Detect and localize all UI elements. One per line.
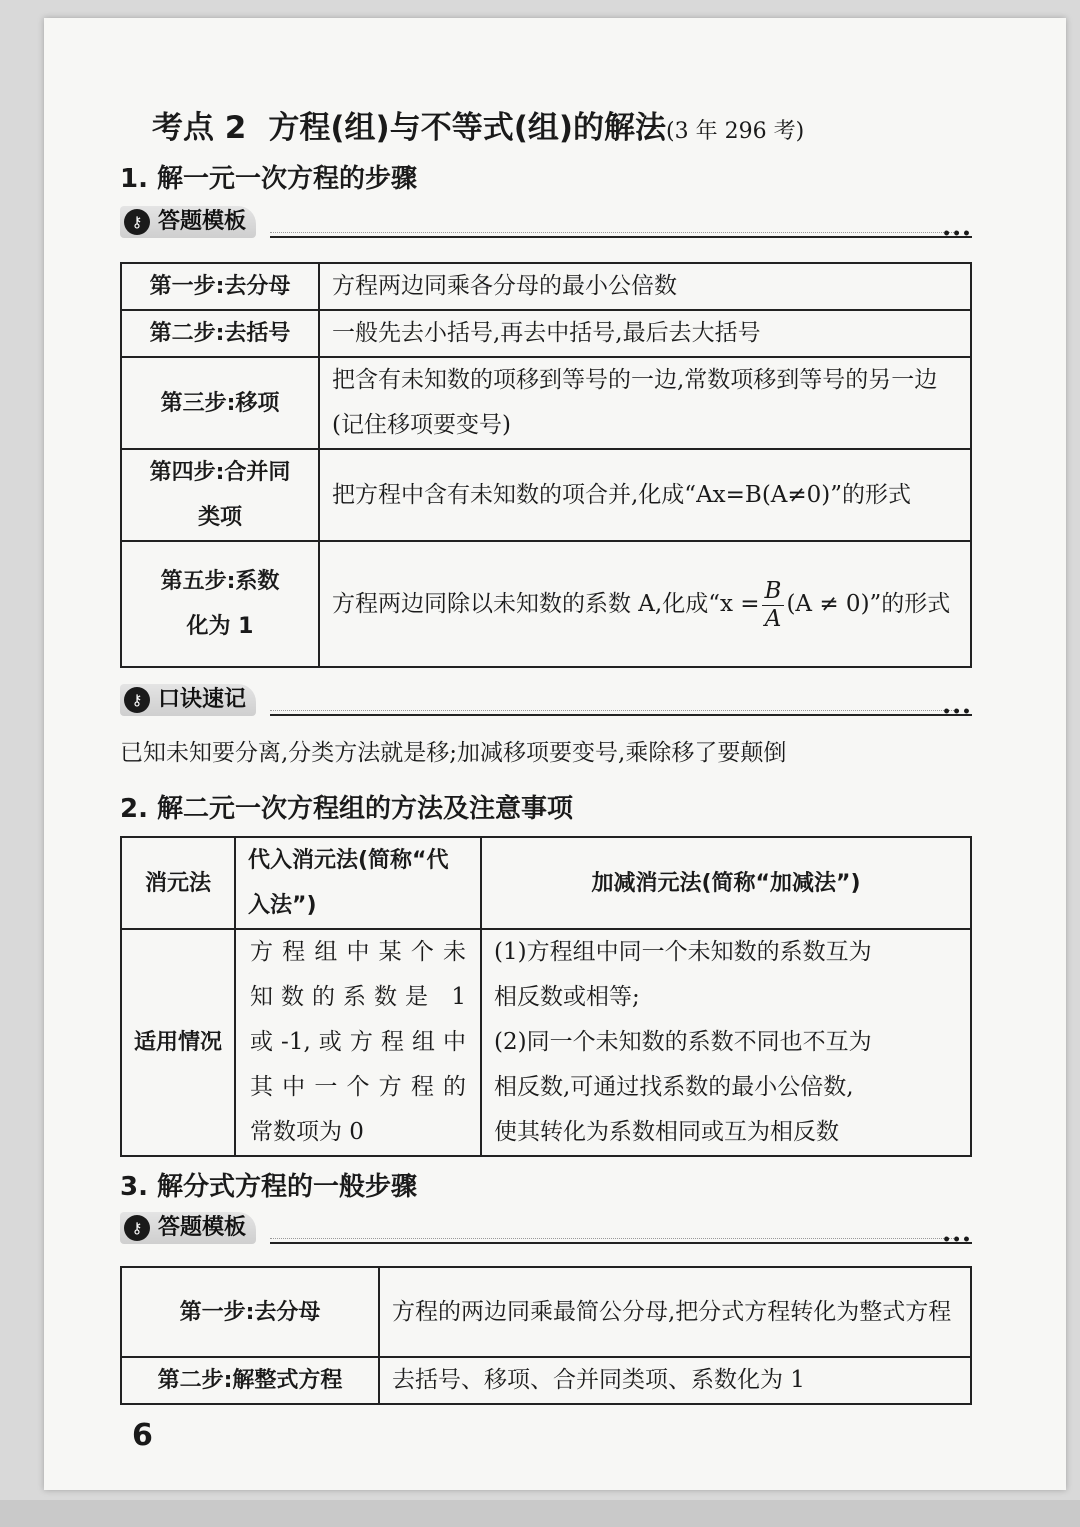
table-row	[121, 837, 971, 929]
step-cell: 第三步:移项	[121, 357, 319, 449]
tag-label: 口诀速记	[158, 687, 247, 712]
table-row	[121, 310, 971, 357]
text-line: 知数的系数是 1	[250, 984, 466, 1010]
mnemonic-text: 已知未知要分离,分类方法就是移;加减移项要变号,乘除移了要颠倒	[120, 740, 787, 766]
mnemonic-tag	[120, 684, 972, 718]
table-row	[121, 449, 971, 541]
desc-cell: 一般先去小括号,再去中括号,最后去大括号	[319, 310, 971, 357]
divider	[270, 1242, 972, 1244]
text-line: 或-1,或方程组中	[250, 1029, 466, 1055]
table-row	[121, 357, 971, 449]
text-line: (1)方程组中同一个未知数的系数互为	[494, 939, 872, 965]
step-cell: 第一步:去分母	[121, 263, 319, 310]
exam-count: (3 年 296 考)	[666, 119, 805, 144]
step-cell: 第一步:去分母	[121, 1267, 379, 1357]
text-line: 方程组中某个未	[250, 939, 466, 965]
table-row	[121, 1357, 971, 1404]
answer-template-tag-2	[120, 1212, 972, 1246]
dots-icon: •••	[942, 1232, 972, 1248]
section1-heading: 1. 解一元一次方程的步骤	[120, 164, 418, 194]
table-row	[121, 929, 971, 1156]
desc-cell: 方程两边同乘各分母的最小公倍数	[319, 263, 971, 310]
text-line: 其中一个方程的	[250, 1074, 466, 1100]
topic-title: 方程(组)与不等式(组)的解法	[268, 110, 667, 146]
text-line: 相反数,可通过找系数的最小公倍数,	[494, 1074, 854, 1100]
text-line: 相反数或相等;	[494, 984, 640, 1010]
desc-cell: 方程的两边同乘最简公分母,把分式方程转化为整式方程	[379, 1267, 971, 1357]
text-line: 常数项为 0	[250, 1119, 364, 1145]
desc-cell	[319, 541, 971, 667]
step-cell: 第四步:合并同类项	[121, 449, 319, 541]
table-row	[121, 1267, 971, 1357]
key-icon: ⚷	[124, 209, 150, 235]
desc-cell: 把含有未知数的项移到等号的一边,常数项移到等号的另一边(记住移项要变号)	[319, 357, 971, 449]
substitution-cell	[235, 929, 481, 1156]
desc-cell: 把方程中含有未知数的项合并,化成“Ax=B(A≠0)”的形式	[319, 449, 971, 541]
text-line: (2)同一个未知数的系数不同也不互为	[494, 1029, 872, 1055]
answer-template-tag-1	[120, 206, 972, 240]
addition-cell	[481, 929, 971, 1156]
desc-cell: 去括号、移项、合并同类项、系数化为 1	[379, 1357, 971, 1404]
tag-label: 答题模板	[158, 209, 247, 234]
linear-equation-table	[120, 262, 972, 668]
header-cell: 代入消元法(简称“代入法”)	[235, 837, 481, 929]
divider	[270, 236, 972, 238]
section2-heading: 2. 解二元一次方程组的方法及注意事项	[120, 794, 574, 824]
header-cell: 消元法	[121, 837, 235, 929]
key-icon: ⚷	[124, 687, 150, 713]
page-number: 6	[132, 1418, 153, 1453]
divider	[270, 714, 972, 716]
dots-icon: •••	[942, 226, 972, 242]
header-cell: 加减消元法(简称“加减法”)	[481, 837, 971, 929]
desc-text-after: (A ≠ 0)”的形式	[786, 591, 951, 617]
step-cell: 第二步:解整式方程	[121, 1357, 379, 1404]
table-row	[121, 263, 971, 310]
tag-label: 答题模板	[158, 1215, 247, 1240]
topic-number: 考点 2	[152, 110, 247, 146]
desc-text-before: 方程两边同除以未知数的系数 A,化成“x =	[332, 591, 760, 617]
table-row	[121, 541, 971, 667]
step-cell: 第五步:系数化为 1	[121, 541, 319, 667]
fractional-equation-table	[120, 1266, 972, 1405]
fraction-numerator: B	[762, 578, 785, 605]
fraction	[762, 578, 785, 632]
page-title	[152, 102, 804, 147]
scan-edge	[0, 1500, 1080, 1527]
row-label-cell: 适用情况	[121, 929, 235, 1156]
dots-icon: •••	[942, 704, 972, 720]
section3-heading: 3. 解分式方程的一般步骤	[120, 1172, 418, 1202]
key-icon: ⚷	[124, 1215, 150, 1241]
elimination-table	[120, 836, 972, 1157]
text-line: 使其转化为系数相同或互为相反数	[494, 1119, 839, 1145]
step-cell: 第二步:去括号	[121, 310, 319, 357]
fraction-denominator: A	[764, 605, 782, 632]
